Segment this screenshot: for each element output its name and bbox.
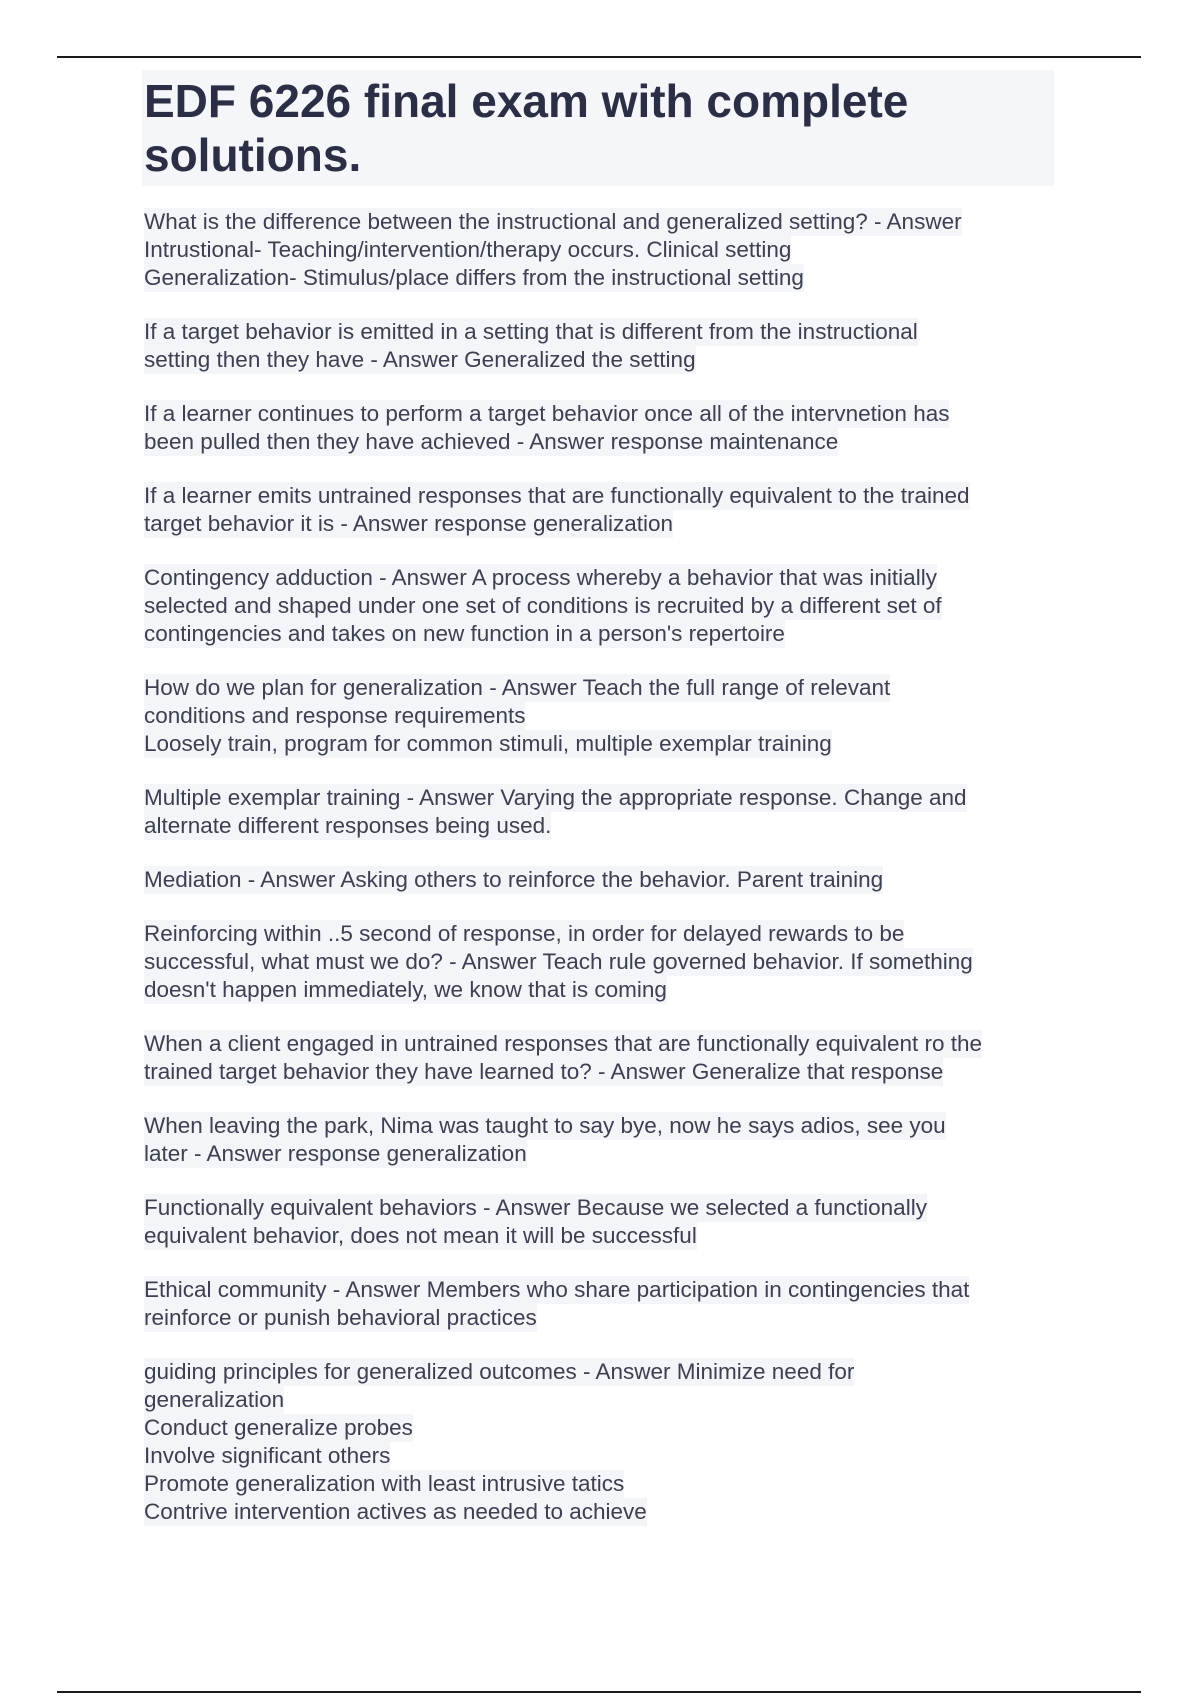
qa-line: Multiple exemplar training - Answer Varying the appropriate response. Change and bbox=[144, 785, 967, 810]
qa-item bbox=[144, 920, 1054, 1004]
qa-line: successful, what must we do? - Answer Teach rule governed behavior. If something bbox=[144, 949, 973, 974]
qa-item bbox=[144, 866, 1054, 894]
qa-line: What is the difference between the instructional and generalized setting? - Answer bbox=[144, 209, 962, 234]
qa-line: conditions and response requirements bbox=[144, 703, 526, 728]
qa-item bbox=[144, 318, 1054, 374]
qa-line: How do we plan for generalization - Answer Teach the full range of relevant bbox=[144, 675, 891, 700]
qa-line: If a target behavior is emitted in a setting that is different from the instructional bbox=[144, 319, 918, 344]
qa-line: Involve significant others bbox=[144, 1443, 391, 1468]
qa-item bbox=[144, 1030, 1054, 1086]
qa-item bbox=[144, 208, 1054, 292]
qa-line: alternate different responses being used. bbox=[144, 813, 552, 838]
qa-line: contingencies and takes on new function in a person's repertoire bbox=[144, 621, 785, 646]
qa-line: When a client engaged in untrained responses that are functionally equivalent ro the bbox=[144, 1031, 983, 1056]
qa-line: target behavior it is - Answer response generalization bbox=[144, 511, 674, 536]
document-body bbox=[144, 70, 1054, 1552]
footer-rule bbox=[57, 1691, 1141, 1693]
qa-item bbox=[144, 784, 1054, 840]
qa-line: Contingency adduction - Answer A process whereby a behavior that was initially bbox=[144, 565, 937, 590]
title-line: solutions. bbox=[144, 129, 362, 181]
qa-item bbox=[144, 564, 1054, 648]
qa-line: When leaving the park, Nima was taught to say bye, now he says adios, see you bbox=[144, 1113, 946, 1138]
qa-item bbox=[144, 400, 1054, 456]
header-rule bbox=[57, 56, 1141, 58]
qa-item bbox=[144, 674, 1054, 758]
qa-line: Contrive intervention actives as needed to achieve bbox=[144, 1499, 647, 1524]
qa-line: reinforce or punish behavioral practices bbox=[144, 1305, 537, 1330]
document-title bbox=[144, 74, 1048, 182]
qa-item bbox=[144, 1358, 1054, 1526]
qa-line: Intrustional- Teaching/intervention/therapy occurs. Clinical setting bbox=[144, 237, 792, 262]
qa-line: equivalent behavior, does not mean it will be successful bbox=[144, 1223, 697, 1248]
qa-item bbox=[144, 1276, 1054, 1332]
qa-item bbox=[144, 1194, 1054, 1250]
qa-list bbox=[144, 208, 1054, 1526]
qa-line: Promote generalization with least intrusive tatics bbox=[144, 1471, 625, 1496]
qa-line: doesn't happen immediately, we know that is coming bbox=[144, 977, 667, 1002]
qa-line: Conduct generalize probes bbox=[144, 1415, 413, 1440]
qa-line: setting then they have - Answer Generalized the setting bbox=[144, 347, 696, 372]
qa-line: been pulled then they have achieved - Answer response maintenance bbox=[144, 429, 839, 454]
qa-item bbox=[144, 1112, 1054, 1168]
qa-line: selected and shaped under one set of conditions is recruited by a different set of bbox=[144, 593, 942, 618]
qa-line: guiding principles for generalized outcomes - Answer Minimize need for bbox=[144, 1359, 855, 1384]
qa-line: Functionally equivalent behaviors - Answer Because we selected a functionally bbox=[144, 1195, 927, 1220]
qa-line: generalization bbox=[144, 1387, 285, 1412]
qa-line: later - Answer response generalization bbox=[144, 1141, 527, 1166]
title-block bbox=[142, 70, 1054, 186]
qa-line: trained target behavior they have learned to? - Answer Generalize that response bbox=[144, 1059, 944, 1084]
qa-item bbox=[144, 482, 1054, 538]
qa-line: Loosely train, program for common stimuli, multiple exemplar training bbox=[144, 731, 832, 756]
qa-line: Mediation - Answer Asking others to reinforce the behavior. Parent training bbox=[144, 867, 884, 892]
qa-line: Reinforcing within ..5 second of response, in order for delayed rewards to be bbox=[144, 921, 905, 946]
qa-line: If a learner continues to perform a target behavior once all of the intervnetion has bbox=[144, 401, 950, 426]
title-line: EDF 6226 final exam with complete bbox=[144, 75, 909, 127]
qa-line: Generalization- Stimulus/place differs from the instructional setting bbox=[144, 265, 804, 290]
qa-line: If a learner emits untrained responses that are functionally equivalent to the trained bbox=[144, 483, 970, 508]
qa-line: Ethical community - Answer Members who share participation in contingencies that bbox=[144, 1277, 970, 1302]
